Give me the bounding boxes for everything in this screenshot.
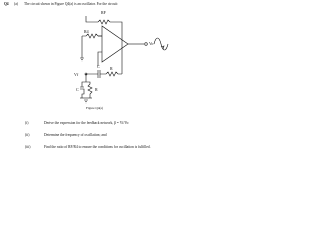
question-intro: The circuit shown in Figure Q4(a) is an oscillator. For the circuit:: [24, 2, 119, 6]
figure-caption: Figure Q4(a): [86, 106, 104, 110]
r-top-label: R: [110, 66, 113, 71]
c-bottom-capacitor: [80, 82, 86, 98]
subpart-i-label: (i): [25, 121, 29, 125]
exam-page: [0, 0, 200, 160]
subpart-ii-label: (ii): [25, 133, 30, 137]
question-number: Q4: [4, 2, 9, 6]
opamp-body: [102, 26, 128, 62]
r4-ground-symbol: [80, 58, 84, 61]
rf-left-wire: [86, 16, 98, 22]
vf-label: Vf: [74, 72, 79, 77]
r-bottom-label: R: [95, 87, 98, 92]
rf-resistor: [98, 20, 110, 24]
rf-label: RF: [101, 10, 106, 15]
subpart-i-text: Derive the expression for the feedback network, β = Vf/Vo: [44, 121, 129, 125]
c-bottom-label: C: [76, 87, 79, 92]
oscillator-circuit-diagram: [0, 0, 200, 120]
bottom-ground-symbol: [84, 100, 88, 103]
subpart-iii-text: Find the ratio of RF/R4 to ensure the conditions for oscillation is fulfilled.: [44, 145, 151, 149]
subpart-iii-label: (iii): [25, 145, 31, 149]
vo-node: [145, 43, 148, 46]
c-top-capacitor: [86, 70, 102, 78]
subpart-ii-text: Determine the frequency of oscillation; and: [44, 133, 107, 137]
vo-label: Vo: [149, 41, 154, 46]
sine-wave: [154, 38, 168, 50]
part-label: (a): [14, 2, 18, 6]
r4-label: R4: [84, 29, 89, 34]
r-top-resistor: [102, 72, 122, 76]
c-top-label: C: [97, 64, 100, 69]
r-bottom-resistor: [86, 82, 92, 98]
